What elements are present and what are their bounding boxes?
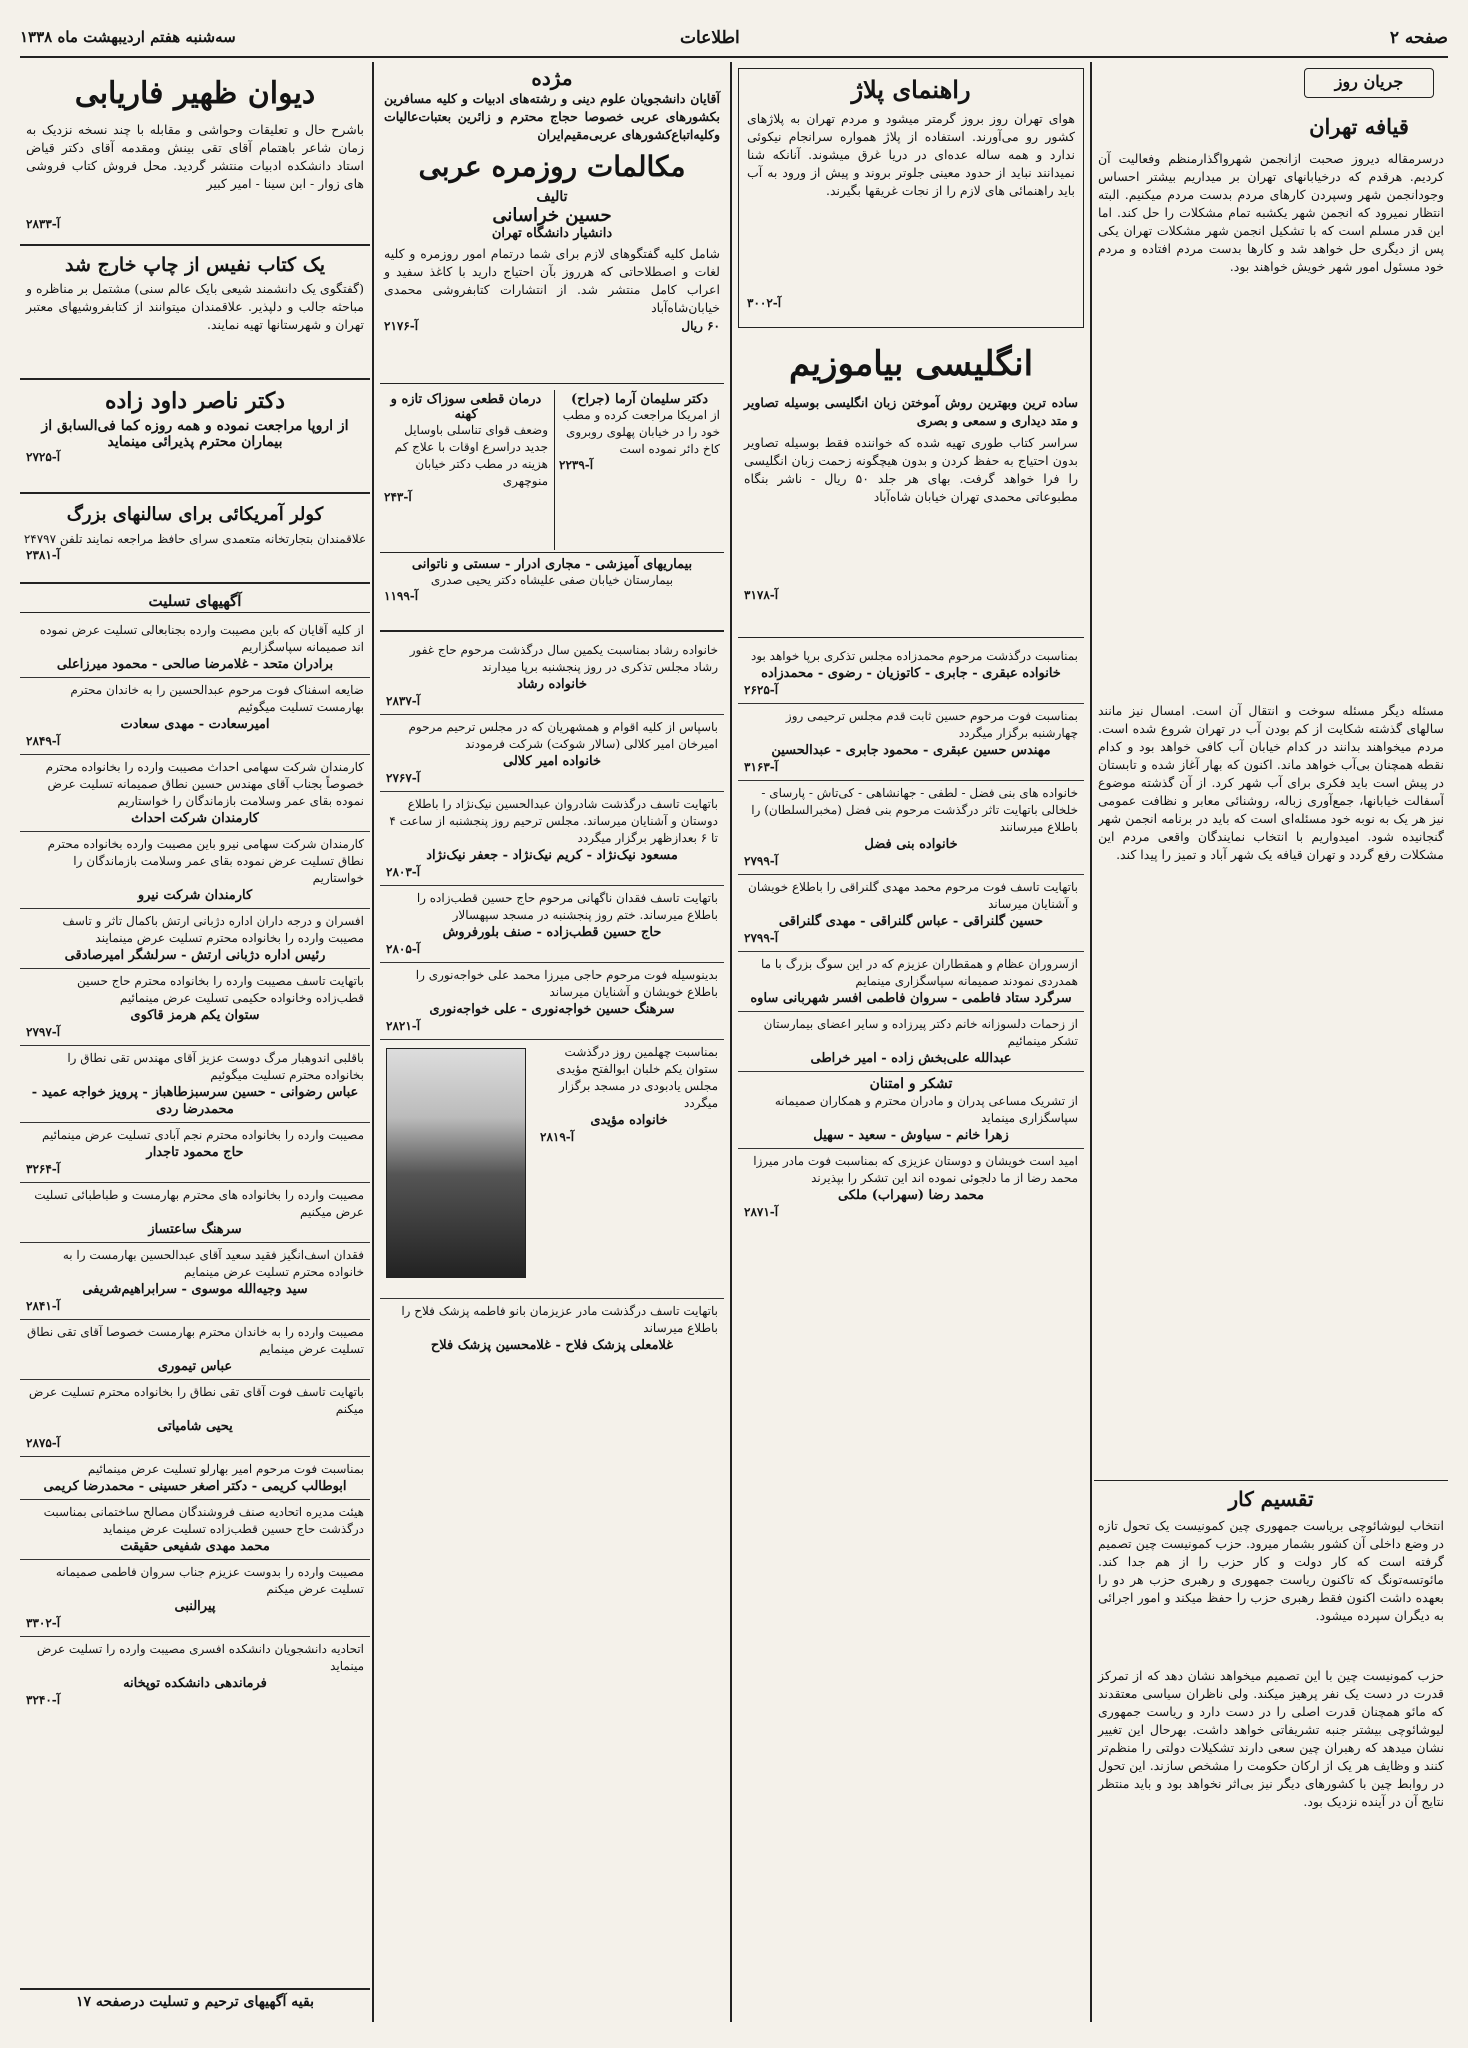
vazektomi-title: درمان قطعی سوزاک تازه و کهنه bbox=[390, 392, 542, 422]
notice-body: باقلبی اندوهبار مرگ دوست عزیز آقای مهندس تقی نطاق را بخانواده محترم تسلیت میگوئیم bbox=[67, 1051, 364, 1082]
notice-body: از زحمات دلسوزانه خانم دکتر پیرزاده و سایر اعضای بیمارستان تشکر مینمائیم bbox=[763, 1017, 1078, 1048]
notice-signature: خانواده مؤیدی bbox=[590, 1113, 668, 1128]
mozhde-by: تالیف bbox=[536, 189, 568, 205]
notice-body: باسپاس از کلیه اقوام و همشهریان که در مجلس ترحیم مرحوم امیرخان امیر کلالی (سالار شوکت) شرکت فرمودند bbox=[408, 720, 718, 751]
notice-body: کارمندان شرکت سهامی احداث مصیبت وارده را بخانواده محترم خصوصاً بجناب آقای مهندس حسین نطاق صمیمانه تسلیت عرض نموده بقای عمر وسلامت بازماندگان را خواستاریم bbox=[45, 760, 364, 808]
vazektomi-body: وضعف قوای تناسلی باوسایل جدید دراسرع اوقات با علاج کم هزینه در مطب دکتر خیابان منوچهری bbox=[394, 423, 548, 488]
notices-column-2 bbox=[738, 644, 1084, 2022]
notice-code: آ-۲۸۳۷ bbox=[386, 694, 421, 708]
issue-date: سه‌شنبه هفتم اردیبهشت ماه ۱۳۳۸ bbox=[20, 28, 236, 46]
notice bbox=[738, 644, 1084, 704]
notice bbox=[380, 638, 724, 715]
notice-signature: حسین گلنراقی - عباس گلنراقی - مهدی گلنراقی bbox=[778, 914, 1044, 929]
notice bbox=[738, 704, 1084, 781]
notice-body: مصیبت وارده را به خاندان محترم بهارمست خصوصا آقای تقی نطاق تسلیت عرض مینمایم bbox=[27, 1325, 364, 1356]
notice-signature: مسعود نیک‌نژاد - کریم نیک‌نژاد - جعفر نیک‌نژاد bbox=[426, 848, 678, 863]
notice-code: آ-۳۳۰۲ bbox=[26, 1616, 61, 1630]
dentist-body: از امریکا مراجعت کرده و مطب خود را در خیابان پهلوی روبروی کاخ دائر نموده است bbox=[562, 408, 720, 456]
notice-signature: ستوان یکم هرمز قاکوی bbox=[130, 1008, 260, 1023]
notice bbox=[20, 755, 370, 832]
notice-signature: عبدالله علی‌بخش زاده - امیر خراطی bbox=[810, 1051, 1012, 1066]
yek-ketab-body: (گفتگوی یک دانشمند شیعی بایک عالم سنی) مشتمل بر مناظره و مباحثه جالب و دلپذیر. علاقمندان میتوانند از کتابفروشیهای معتبر تهران و شهرستانها تهیه نمایند. bbox=[26, 281, 364, 332]
notice-signature: خانواده رشاد bbox=[517, 677, 587, 692]
notice-body: خانواده های بنی فضل - لطفی - جهانشاهی - کی‌تاش - پارسای - خلخالی باتهایت تاثر درگذشت مرحوم بنی فضل (مخبرالسلطان) را باطلاع میرسانند bbox=[751, 786, 1078, 834]
dentist-ad bbox=[554, 390, 724, 550]
davoodzade-title: دکتر ناصر داود زاده bbox=[104, 388, 286, 414]
english-ad-intro: ساده ترین وبهترین روش آموختن زبان انگلیسی بوسیله تصاویر و متد دیداری و سمعی و بصری bbox=[744, 395, 1078, 428]
notice bbox=[20, 1183, 370, 1243]
notice-with-photo bbox=[380, 1040, 724, 1299]
cooler-ad bbox=[20, 498, 370, 584]
davoodzade-code: آ-۲۷۲۵ bbox=[26, 450, 61, 464]
mozhde-author: حسین خراسانی bbox=[492, 205, 612, 226]
notice-signature: امیرسعادت - مهدی سعادت bbox=[120, 717, 270, 732]
notice-body: از تشریک مساعی پدران و مادران محترم و همکاران صمیمانه سپاسگزاری مینماید bbox=[774, 1094, 1078, 1125]
notice-body: امید است خویشان و دوستان عزیزی که بمناسبت فوت مادر میرزا محمد رضا از ما دلجوئی نموده اند این تشکر را بپذیرند bbox=[753, 1154, 1078, 1185]
notice bbox=[20, 1457, 370, 1500]
notice-body: باتهایت تاسف فوت مرحوم محمد مهدی گلنراقی را باطلاع خویشان و آشنایان میرساند bbox=[748, 880, 1078, 911]
notice-body: ضایعه اسفناک فوت مرحوم عبدالحسین را به خاندان محترم بهارمست تسلیت میگوئیم bbox=[70, 683, 364, 714]
amoozeshi-ad bbox=[380, 552, 724, 632]
notice-code: آ-۲۸۱۹ bbox=[540, 1130, 575, 1144]
vazektomi-ad bbox=[380, 390, 552, 550]
notice bbox=[20, 832, 370, 909]
column-4 bbox=[20, 62, 370, 2022]
notice bbox=[738, 1072, 1084, 1149]
notice bbox=[738, 1149, 1084, 1225]
notice bbox=[20, 1320, 370, 1380]
cooler-body: علاقمندان بتجارتخانه متعمدی سرای حافظ مراجعه نمایند تلفن ۲۴۷۹۷ bbox=[23, 532, 367, 546]
jarian-ruz-title: جریان روز bbox=[1334, 72, 1404, 91]
notice bbox=[738, 875, 1084, 952]
notice-signature: حاج محمود تاجدار bbox=[146, 1145, 244, 1160]
notice-title: تشکر و امتنان bbox=[869, 1076, 953, 1092]
notice-signature: برادران متحد - غلامرضا صالحی - محمود میرزاعلی bbox=[56, 657, 334, 672]
notice bbox=[20, 618, 370, 678]
notice-body: ازسروران عظام و همقطاران عزیزم که در این سوگ بزرگ با ما همدردی نمودند صمیمانه سپاسگزاری مینمایم bbox=[761, 957, 1078, 988]
jarian-ruz-box bbox=[1304, 68, 1434, 98]
notice-signature: غلامعلی پزشک فلاح - غلامحسین پزشک فلاح bbox=[430, 1338, 674, 1353]
notice bbox=[20, 1560, 370, 1637]
notice-signature: خانواده امیر کلالی bbox=[502, 754, 601, 769]
mozhde-author-note: دانشیار دانشگاه تهران bbox=[491, 226, 613, 241]
taqsim-kar-body: انتخاب لیوشائوچی بریاست جمهوری چین کمونیست یک تحول تازه در وضع داخلی آن کشور بشمار میرود. حزب کمونیست چین تصمیم گرفته است که کار دولت و کار حزب را از هم جدا کند. مائوتسه‌تونگ که تاکنون ریاست جمهوری و رهبری حزب هر دو را بعهده داشت اکنون فقط رهبری حزب را حفظ میکند و امور اجرائی به دیگران سپرده میشود. bbox=[1098, 1518, 1444, 1623]
mozhde-price: ۶۰ ریال bbox=[681, 319, 720, 333]
notices-column-3 bbox=[380, 638, 724, 2022]
notice-signature: محمد رضا (سهراب) ملکی bbox=[837, 1188, 985, 1203]
cooler-title: کولر آمریکائی برای سالنهای بزرگ bbox=[66, 504, 324, 525]
notice bbox=[738, 952, 1084, 1012]
notice-body: باتهایت تاسف درگذشت شادروان عبدالحسین نیک‌نژاد را باطلاع دوستان و آشنایان میرساند. مجلس ترحیم روز پنجشنبه از ساعت ۴ تا ۶ بعدازظهر برگزار میگردد bbox=[389, 797, 718, 845]
notice-code: آ-۲۸۷۱ bbox=[744, 1205, 779, 1219]
notice-signature: محمد مهدی شفیعی حقیقت bbox=[120, 1539, 270, 1554]
notice bbox=[20, 1123, 370, 1183]
portrait-photo bbox=[386, 1048, 526, 1278]
notice-body: بمناسبت چهلمین روز درگذشت ستوان یکم خلبان ابوالفتح مؤیدی مجلس یادبودی در مسجد برگزار میگردد bbox=[556, 1045, 718, 1110]
mozhde-body: شامل کلیه گفتگوهای لازم برای شما درتمام امور روزمره و کلیه لغات و اصطلاحاتی که هرروز بآن احتیاج دارید با کاغذ سفید و اعراب کامل منتشر شد. از انتشارات کتابفروشی محمدی خیابان‌شاه‌آباد bbox=[384, 246, 720, 315]
notice-code: آ-۲۷۶۷ bbox=[386, 771, 421, 785]
notice-code: آ-۲۸۰۳ bbox=[386, 865, 421, 879]
footer-note: بقیه آگهیهای ترحیم و تسلیت درصفحه ۱۷ bbox=[20, 1988, 370, 2010]
dentist-title: دکتر سلیمان آرما (جراح) bbox=[570, 392, 709, 407]
english-ad-title: انگلیسی بیاموزیم bbox=[788, 344, 1034, 384]
mozhde-ad bbox=[380, 66, 724, 384]
notice-signature: حاج حسین قطب‌زاده - صنف بلورفروش bbox=[442, 925, 662, 940]
notice bbox=[380, 886, 724, 963]
notice-body: فقدان اسف‌انگیز فقید سعید آقای عبدالحسین بهارمست را به خانواده محترم تسلیت عرض مینمایم bbox=[62, 1248, 364, 1279]
column-rule bbox=[1090, 62, 1092, 2022]
notice bbox=[20, 1380, 370, 1457]
divan-title: دیوان ظهیر فاریابی bbox=[74, 76, 316, 111]
notice-signature: کارمندان شرکت نیرو bbox=[137, 888, 253, 903]
notice bbox=[380, 963, 724, 1040]
notice-body: بمناسبت درگذشت مرحوم محمدزاده مجلس تذکری برپا خواهد بود bbox=[750, 649, 1078, 663]
taqsim-kar-section bbox=[1086, 62, 1088, 63]
notice-body: افسران و درجه داران اداره دژبانی ارتش باکمال تاثر و تاسف مصیبت وارده را بخانواده محترم تسلیت عرض مینمایند bbox=[62, 914, 364, 945]
notice-body: کارمندان شرکت سهامی نیرو باین مصیبت وارده بخانواده محترم نطاق تسلیت عرض نموده بقای عمر وسلامت بازماندگان را خواستاریم bbox=[47, 837, 364, 885]
mozhde-book-title: مکالمات روزمره عربی bbox=[418, 150, 686, 183]
notice-signature: زهرا خانم - سیاوش - سعید - سهیل bbox=[813, 1128, 1009, 1143]
column-1-continued: مسئله دیگر مسئله سوخت و انتقال آن است. امسال نیز مانند سالهای گذشته شکایت از کم بودن آب در تهران شروع شده است. مردم میخواهند بدانند در کدام خیابان آب کافی خواهد بود و کدام نقطه همچنان بی‌آب خواهد ماند. اکنون که بهار آغاز شده و تابستان در پیش است باید فکری برای آب شهر کرد. از آن گذشته موضوع آسفالت خیابانها، جمع‌آوری زباله، روشنائی معابر و نظافت عمومی نیز هر یک به نوبه خود مسئله‌ای است که باید در برنامه انجمن شهر گنجانیده شود. امیدواریم با انتخاب نمایندگان واقعی مردم این مشکلات رفع گردد و تهران قیافه یک شهر آباد و تمیز را پیدا کند. bbox=[1098, 703, 1444, 862]
notice-code: آ-۲۷۹۹ bbox=[744, 854, 779, 868]
notice bbox=[20, 1500, 370, 1560]
notice-signature: عباس تیموری bbox=[157, 1359, 233, 1374]
notice-code: آ-۳۲۴۰ bbox=[26, 1693, 61, 1707]
notice-body: باتهایت تاسف فقدان ناگهانی مرحوم حاج حسین قطب‌زاده را باطلاع میرساند. ختم روز پنجشنبه در مسجد سپهسالار bbox=[416, 891, 718, 922]
davoodzade-ad bbox=[20, 384, 370, 494]
notice-code: آ-۲۸۴۱ bbox=[26, 1299, 61, 1313]
yek-ketab-title: یک کتاب نفیس از چاپ خارج شد bbox=[64, 254, 326, 276]
rahnama-plaj-body: هوای تهران روز بروز گرمتر میشود و مردم تهران به پلاژهای کشور رو می‌آورند. استفاده از پلاژ همواره سرانجام نیکوئی ندارد و همه ساله عده‌ای در دریا غرق میشوند. آنانکه شنا نمیدانند نباید از حدود معینی جلوتر بروند و پیش از ورود به آب باید راهنمائی های لازم را از نجات غریقها بگیرند. bbox=[747, 111, 1075, 198]
notice bbox=[20, 678, 370, 755]
notice-body: باتهایت تاسف مصیبت وارده را بخانواده محترم حاج حسین قطب‌زاده وخانواده حکیمی تسلیت عرض مینمائیم bbox=[77, 974, 364, 1005]
amoozeshi-title: بیماریهای آمیزشی - مجاری ادرار - سستی و ناتوانی bbox=[411, 557, 693, 572]
notice bbox=[20, 969, 370, 1046]
rahnama-plaj-code: آ-۳۰۰۲ bbox=[747, 296, 782, 310]
notice-body: باتهایت تاسف فوت آقای تقی نطاق را بخانواده محترم تسلیت عرض میکنم bbox=[28, 1385, 364, 1416]
page-label: صفحه ۲ bbox=[1389, 28, 1448, 48]
notice-code: آ-۲۷۹۹ bbox=[744, 931, 779, 945]
notice-signature: ابوطالب کریمی - دکتر اصغر حسینی - محمدرضا کریمی bbox=[43, 1479, 347, 1494]
english-ad-code: آ-۳۱۷۸ bbox=[744, 588, 779, 602]
notice-code: آ-۲۸۷۵ bbox=[26, 1436, 61, 1450]
notice-body: مصیبت وارده را بدوست عزیزم جناب سروان فاطمی صمیمانه تسلیت عرض میکنم bbox=[55, 1565, 364, 1596]
dentist-code: آ-۲۲۳۹ bbox=[559, 458, 594, 472]
notice bbox=[738, 1012, 1084, 1072]
notice bbox=[380, 715, 724, 792]
notice-code: آ-۲۸۲۱ bbox=[386, 1019, 421, 1033]
davoodzade-body: از اروپا مراجعت نموده و همه روزه کما فی‌السابق از بیماران محترم پذیرائی مینماید bbox=[41, 418, 349, 450]
notice-signature: مهندس حسین عبقری - محمود جابری - عبدالحسین bbox=[771, 743, 1051, 758]
notice-body: بدینوسیله فوت مرحوم حاجی میرزا محمد علی خواجه‌نوری را باطلاع خویشان و آشنایان میرساند bbox=[415, 968, 718, 999]
notice-signature: رئیس اداره دژبانی ارتش - سرلشگر امیرصادقی bbox=[64, 948, 326, 963]
divan-ad bbox=[20, 66, 370, 246]
paper-name: اطلاعات bbox=[680, 28, 740, 48]
mozhde-code: آ-۲۱۷۶ bbox=[384, 319, 419, 333]
qiyafe-tehran-body: درسرمقاله دیروز صحبت ازانجمن شهرواگذارمنظم وفعالیت آن کردیم. هرقدم که درخیابانهای تهران بر میداریم بیشتر احساس وجودانجمن شهر وسپردن کارهای مردم بدست مردم میکنیم. البته انتظار نمیرود که انجمن شهر یکشبه تمام مشکلات را حل کند. اما این قدر مسلم است که با تشکیل انجمن شهر مشکلات تهران یکی پس از دیگری حل خواهد شد و کارها بدست مردم افتاده و مردم خود مسئول امور شهر خویش خواهند بود. bbox=[1098, 151, 1444, 274]
notice-signature: سید وجیه‌الله موسوی - سرابراهیم‌شریفی bbox=[82, 1282, 308, 1297]
notice-body: مصیبت وارده را بخانواده های محترم بهارمست و طباطبائی تسلیت عرض میکنیم bbox=[34, 1188, 364, 1219]
notice-code: آ-۲۷۹۷ bbox=[26, 1025, 61, 1039]
mozhde-title: مژده bbox=[531, 66, 573, 90]
notice bbox=[738, 781, 1084, 875]
notice-signature: فرماندهی دانشکده توپخانه bbox=[123, 1676, 267, 1691]
notice-signature: کارمندان شرکت احداث bbox=[131, 811, 259, 826]
rahnama-plaj-box bbox=[738, 68, 1084, 328]
yek-ketab-ad bbox=[20, 250, 370, 380]
notice-signature: یحیی شامیاتی bbox=[157, 1419, 233, 1434]
column-rule bbox=[372, 62, 374, 2022]
notice-signature: سرهنگ حسین خواجه‌نوری - علی خواجه‌نوری bbox=[429, 1002, 675, 1017]
notice-body: خانواده رشاد بمناسبت یکمین سال درگذشت مرحوم حاج غفور رشاد مجلس تذکری در روز پنجشنبه برپا میدارند bbox=[409, 643, 718, 674]
english-ad-body: سراسر کتاب طوری تهیه شده که خواننده فقط بوسیله تصاویر بدون احتیاج به حفظ کردن و بدون هیچگونه زحمت زبان انگلیسی را فرا خواهد گرفت. بهای هر جلد ۵۰ ریال - ناشر بنگاه مطبوعاتی محمدی تهران خیابان شاه‌آباد bbox=[744, 435, 1078, 504]
vazektomi-code: آ-۲۴۳ bbox=[384, 490, 412, 504]
notice-body: مصیبت وارده را بخانواده محترم نجم آبادی تسلیت عرض مینمائیم bbox=[41, 1128, 364, 1142]
notice-body: بمناسبت فوت مرحوم حسین ثابت قدم مجلس ترحیمی روز چهارشنبه برگزار میگردد bbox=[785, 709, 1078, 740]
notice-signature: پیرالنبی bbox=[174, 1599, 216, 1614]
taqsim-kar-heading: تقسیم کار bbox=[1228, 1487, 1314, 1511]
notice-code: آ-۳۱۶۳ bbox=[744, 760, 779, 774]
masthead bbox=[20, 24, 1448, 58]
notice-signature: سرگرد ستاد فاطمی - سروان فاطمی افسر شهربانی ساوه bbox=[750, 991, 1072, 1006]
notice-signature: خانواده عبقری - جابری - کاتوزیان - رضوی - محمدزاده bbox=[761, 666, 1061, 681]
column-rule bbox=[730, 62, 732, 2022]
notice-code: آ-۲۶۲۵ bbox=[744, 683, 779, 697]
english-ad bbox=[738, 338, 1084, 638]
taqsim-kar-visible bbox=[1094, 1480, 1448, 1950]
notices-column-4 bbox=[20, 618, 370, 1978]
notice bbox=[380, 792, 724, 886]
notice bbox=[20, 909, 370, 969]
notice bbox=[20, 1243, 370, 1320]
notice-body: اتحادیه دانشجویان دانشکده افسری مصیبت وارده را تسلیت عرض مینماید bbox=[36, 1642, 364, 1673]
notice-body: بمناسبت فوت مرحوم امیر بهارلو تسلیت عرض مینمائیم bbox=[87, 1462, 364, 1476]
notice bbox=[20, 1046, 370, 1123]
qiyafe-tehran-title: قیافه تهران bbox=[1309, 114, 1409, 139]
taqsim-kar-continued: حزب کمونیست چین با این تصمیم میخواهد نشان دهد که از تمرکز قدرت در دست یک نفر پرهیز میکند. ولی ناظران سیاسی معتقدند که مائو همچنان قدرت اصلی را در دست دارد و ریاست جمهوری لیوشائوچی بیشتر جنبه تشریفاتی خواهد داشت. بهرحال این تغییر نشان میدهد که رهبران چین سعی دارند تشکیلات دولتی را منظم‌تر کنند و وظایف هر یک از ارکان حکومت را مشخص سازند. این تحول در روابط چین با کشورهای دیگر نیز بی‌اثر نخواهد بود و باید منتظر نتایج آن در آینده نزدیک بود. bbox=[1098, 1668, 1444, 1809]
notice bbox=[20, 1637, 370, 1713]
column-2 bbox=[734, 62, 1088, 2022]
notice bbox=[380, 1299, 724, 1358]
notice-signature: سرهنگ ساعتساز bbox=[148, 1222, 242, 1237]
notice-code: آ-۲۸۰۵ bbox=[386, 942, 421, 956]
column-3 bbox=[376, 62, 728, 2022]
notice-body: باتهایت تاسف درگذشت مادر عزیزمان بانو فاطمه پزشک فلاح را باطلاع میرساند bbox=[401, 1304, 718, 1335]
rahnama-plaj-title: راهنمای پلاژ bbox=[851, 75, 971, 104]
notice-signature: عباس رضوانی - حسین سرسبزطاهباز - پرویز خواجه عمید - محمدرضا ردی bbox=[31, 1085, 359, 1117]
notice-body: هیئت مدیره اتحادیه صنف فروشندگان مصالح ساختمانی بمناسبت درگذشت حاج حسین قطب‌زاده تسلیت عرض مینماید bbox=[43, 1505, 364, 1536]
mozhde-intro: آقایان دانشجویان علوم دینی و رشته‌های ادبیات و کلیه مسافرین بکشورهای عربی خصوصا حجاج محترم و زائرین بعتبات‌عالیات وکلیه‌اتباع‌کشورهای عربی‌مقیم‌ایران bbox=[384, 91, 720, 142]
cooler-code: آ-۲۳۸۱ bbox=[26, 548, 61, 562]
notice-signature: خانواده بنی فضل bbox=[864, 837, 958, 852]
amoozeshi-code: آ-۱۱۹۹ bbox=[384, 589, 419, 603]
condolence-header: آگهیهای تسلیت bbox=[20, 590, 370, 613]
notice-code: آ-۳۲۶۴ bbox=[26, 1162, 61, 1176]
amoozeshi-body: بیمارستان خیابان صفی علیشاه دکتر یحیی صدری bbox=[430, 573, 674, 587]
divan-body: باشرح حال و تعلیقات وحواشی و مقابله با چند نسخه نزدیک به زمان شاعر باهتمام آقای تقی بینش ومقدمه آقای دکتر قیاض استاد دانشکده ادبیات منتشر گردید. محل فروش کتاب فروشی های زوار - ابن سینا - امیر کبیر bbox=[26, 122, 364, 191]
notice-body: از کلیه آقایان که باین مصیبت وارده بجنابعالی تسلیت عرض نموده اند صمیمانه سپاسگزاریم bbox=[39, 623, 364, 654]
notice-code: آ-۲۸۴۹ bbox=[26, 734, 61, 748]
divan-code: آ-۲۸۳۳ bbox=[26, 217, 61, 231]
